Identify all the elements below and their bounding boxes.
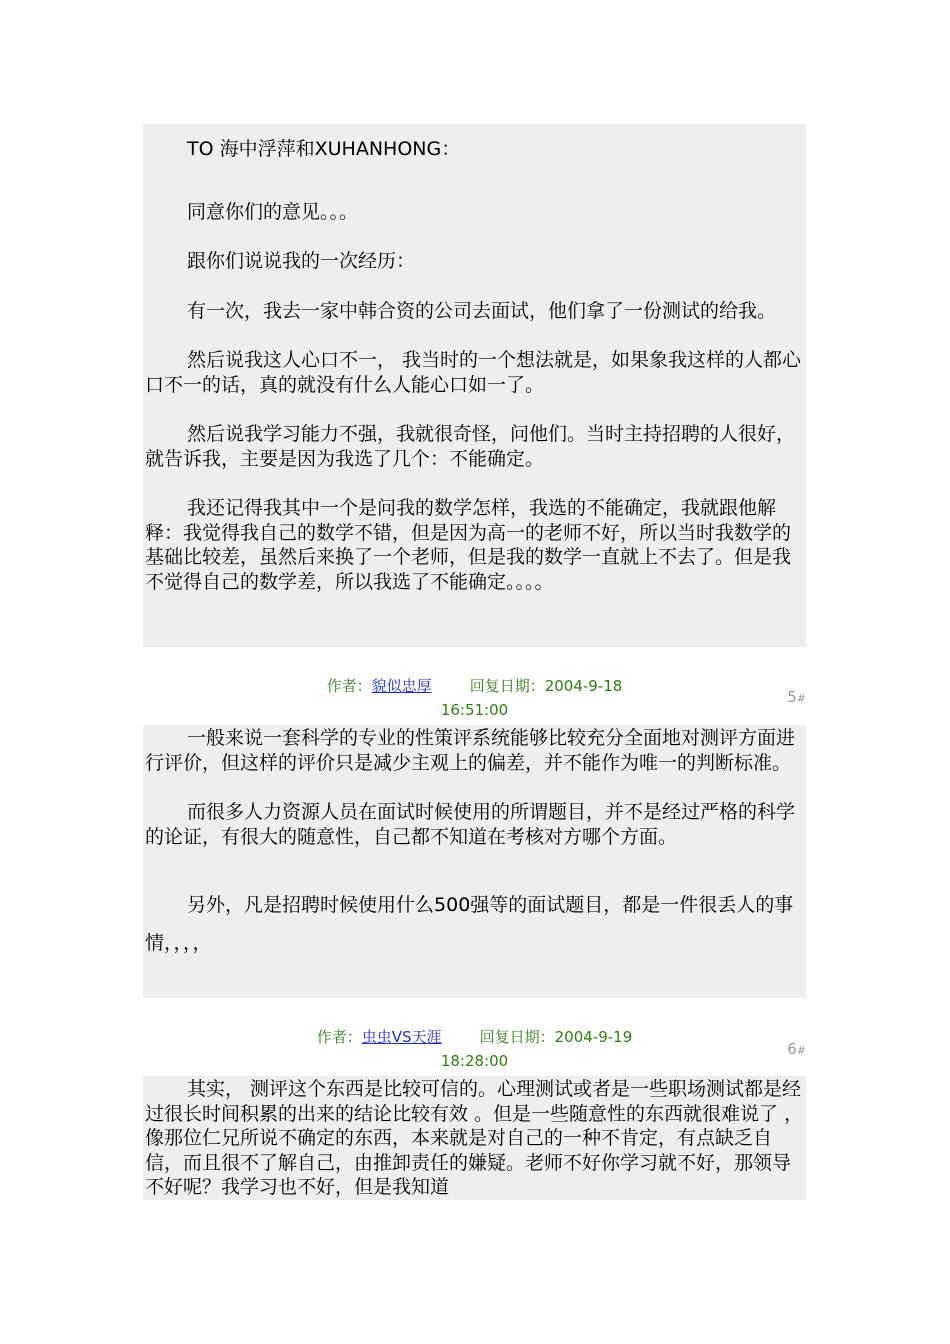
reply-post-6 <box>143 1076 806 1200</box>
reply-date: 2004-9-18 <box>544 677 623 695</box>
reply-meta-6: 作者：虫虫VS天涯 回复日期：2004-9-19 18:28:00 <box>316 1028 633 1070</box>
reply-time: 18:28:00 <box>440 1052 509 1070</box>
post-paragraph: 然后说我这人心口不一， 我当时的一个想法就是，如果象我这样的人都心口不一的话，真的就没有什么人能心口如一了。 <box>145 349 802 396</box>
post-paragraph: 一般来说一套科学的专业的性策评系统能够比较充分全面地对测评方面进行评价，但这样的评价只是减少主观上的偏差，并不能作为唯一的判断标准。 <box>145 727 796 774</box>
reply-date: 2004-9-19 <box>554 1028 633 1046</box>
author-link[interactable]: 貌似忠厚 <box>371 677 432 695</box>
reply-meta-5: 作者：貌似忠厚 回复日期：2004-9-18 16:51:00 <box>326 677 623 719</box>
post-paragraph: 我还记得我其中一个是问我的数学怎样，我选的不能确定，我就跟他解释：我觉得我自己的数学不错，但是因为高一的老师不好，所以当时我数学的基础比较差，虽然后来换了一个老师，但是我的数学一直就上不去了。但是我不觉得自己的数学差，所以我选了不能确定。。。。 <box>145 497 792 593</box>
floor-number: 5# <box>787 688 806 706</box>
author-link[interactable]: 虫虫VS天涯 <box>361 1028 442 1046</box>
post-paragraph: 有一次，我去一家中韩合资的公司去面试，他们拿了一份测试的给我。 <box>187 299 777 322</box>
reply-post-5 <box>143 725 806 998</box>
reply-post-4 <box>143 124 806 647</box>
post-salutation: TO 海中浮萍和XUHANHONG： <box>187 138 461 160</box>
post-paragraph: 另外，凡是招聘时候使用什么500强等的面试题目，都是一件很丢人的事情，，，， <box>145 894 794 954</box>
post-paragraph: 同意你们的意见。。。 <box>187 200 359 223</box>
reply-time: 16:51:00 <box>440 701 509 719</box>
floor-number: 6# <box>787 1040 806 1058</box>
post-paragraph: 而很多人力资源人员在面试时候使用的所谓题目，并不是经过严格的科学的论证，有很大的随意性，自己都不知道在考核对方哪个方面。 <box>145 801 796 848</box>
post-paragraph: 然后说我学习能力不强，我就很奇怪，问他们。当时主持招聘的人很好，就告诉我，主要是因为我选了几个：不能确定。 <box>145 423 796 470</box>
post-paragraph: 跟你们说说我的一次经历： <box>187 250 416 272</box>
post-paragraph: 其实， 测评这个东西是比较可信的。心理测试或者是一些职场测试都是经过很长时间积累的出来的结论比较有效 。但是一些随意性的东西就很难说了 ，像那位仁兄所说不确定的东西，本来就是对自己的一种不肯定，有点缺乏自信，而且很不了解自己，由推卸责任的嫌疑。老师不好你学习就不好，那领导不好呢？我学习也不好，但是我知道 <box>145 1078 804 1198</box>
